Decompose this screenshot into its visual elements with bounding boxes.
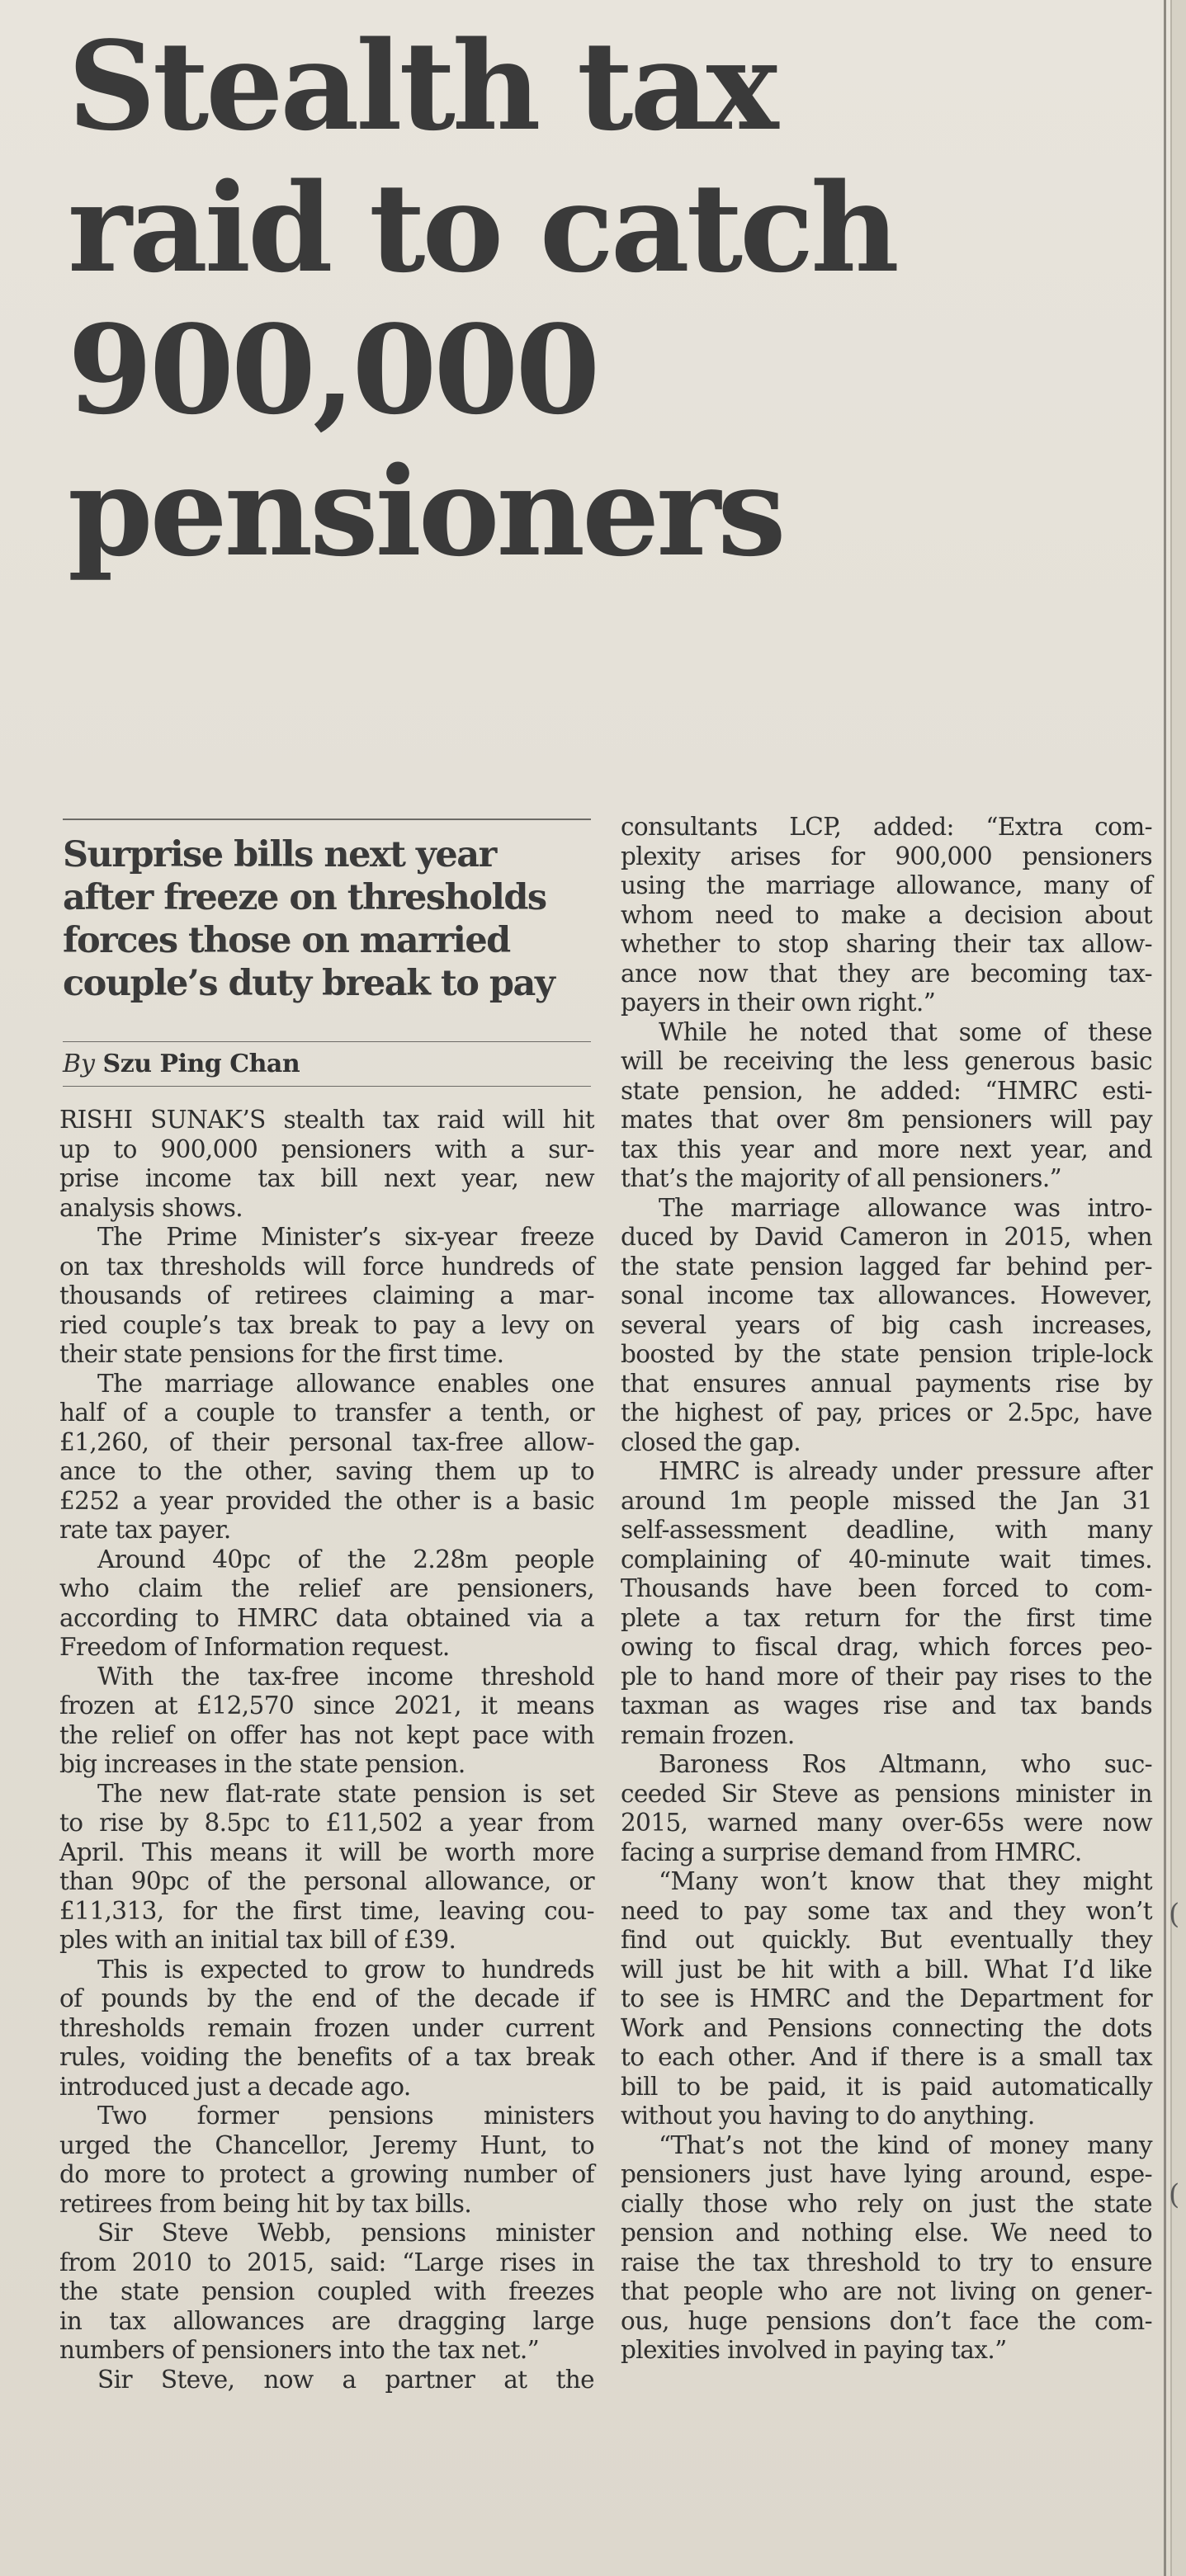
body-text-line: rules, voiding the benefits of a tax break [59, 2043, 594, 2071]
body-text-line: Around 40pc of the 2.28m people [97, 1545, 594, 1573]
body-text-line: ple to hand more of their pay rises to the [621, 1662, 1152, 1691]
body-text-line: sonal income tax allowances. However, [621, 1281, 1152, 1309]
body-text-line: will just be hit with a bill. What I’d like [621, 1955, 1152, 1984]
body-text-line: prise income tax bill next year, new [59, 1164, 594, 1192]
body-text-line: “That’s not the kind of money many [659, 2130, 1152, 2159]
adjacent-column-fragment: ( [1169, 2178, 1180, 2211]
body-column-2 [621, 813, 1152, 2366]
body-column-1 [59, 1106, 594, 2394]
body-text-line: cially those who rely on just the state [621, 2189, 1152, 2218]
body-text-line: ance now that they are becoming tax- [621, 959, 1152, 988]
body-text-line: Thousands have been forced to com- [621, 1574, 1152, 1602]
body-text-line: do more to protect a growing number of [59, 2160, 594, 2188]
body-text-line: the state pension lagged far behind per- [621, 1252, 1152, 1281]
body-text-line: the state pension coupled with freezes [59, 2277, 594, 2305]
body-text-line: need to pay some tax and they won’t [621, 1896, 1152, 1925]
byline [63, 1048, 591, 1081]
body-text-line: boosted by the state pension triple-lock [621, 1340, 1152, 1368]
body-text-line: rate tax payer. [59, 1516, 231, 1544]
body-text-line: Sir Steve, now a partner at the [97, 2365, 594, 2394]
body-text-line: mates that over 8m pensioners will pay [621, 1106, 1152, 1134]
body-text-line: consultants LCP, added: “Extra com- [621, 813, 1152, 841]
body-text-line: Work and Pensions connecting the dots [621, 2013, 1152, 2042]
body-text-line: plete a tax return for the first time [621, 1603, 1152, 1632]
body-text-line: on tax thresholds will force hundreds of [59, 1252, 594, 1281]
body-text-line: payers in their own right.” [621, 988, 936, 1017]
body-text-line: find out quickly. But eventually they [621, 1926, 1152, 1954]
body-text-line: The marriage allowance enables one [97, 1369, 594, 1398]
standfirst-top-rule [63, 819, 591, 820]
byline-top-rule [63, 1041, 591, 1042]
body-text-line: will be receiving the less generous basic [621, 1047, 1152, 1075]
column-divider [1164, 0, 1166, 2576]
headline-line: raid to catch [68, 156, 896, 300]
body-text-line: owing to fiscal drag, which forces peo- [621, 1633, 1152, 1661]
body-text-line: that ensures annual payments rise by [621, 1369, 1152, 1398]
body-text-line: the highest of pay, prices or 2.5pc, have [621, 1399, 1152, 1427]
body-text-line: Sir Steve Webb, pensions minister [97, 2219, 594, 2247]
body-text-line: whether to stop sharing their tax allow- [621, 930, 1152, 958]
body-text-line: several years of big cash increases, [621, 1310, 1152, 1339]
body-text-line: ance to the other, saving them up to [59, 1457, 594, 1485]
body-text-line: frozen at £12,570 since 2021, it means [59, 1691, 594, 1720]
body-text-line: plexities involved in paying tax.” [621, 2336, 1007, 2364]
body-text-line: thresholds remain frozen under current [59, 2013, 594, 2042]
body-text-line: retirees from being hit by tax bills. [59, 2189, 472, 2218]
body-text-line: than 90pc of the personal allowance, or [59, 1867, 594, 1895]
body-text-line: bill to be paid, it is paid automatically [621, 2072, 1152, 2101]
body-text-line: who claim the relief are pensioners, [59, 1574, 594, 1602]
body-text-line: analysis shows. [59, 1193, 243, 1222]
body-text-line: While he noted that some of these [659, 1017, 1152, 1046]
body-text-line: self-assessment deadline, with many [621, 1516, 1152, 1544]
headline-line: 900,000 [68, 298, 598, 441]
body-text-line: remain frozen. [621, 1720, 795, 1749]
body-text-line: 2015, warned many over-65s were now [621, 1809, 1152, 1837]
body-text-line: to rise by 8.5pc to £11,502 a year from [59, 1809, 594, 1837]
body-text-line: £1,260, of their personal tax-free allow- [59, 1427, 594, 1456]
body-text-line: facing a surprise demand from HMRC. [621, 1838, 1082, 1866]
body-text-line: plexity arises for 900,000 pensioners [621, 842, 1152, 870]
body-text-line: thousands of retirees claiming a mar- [59, 1281, 594, 1309]
byline-prefix: By [63, 1050, 95, 1078]
headline-line: pensioners [68, 440, 783, 583]
body-text-line: Freedom of Information request. [59, 1633, 450, 1661]
body-text-line: to each other. And if there is a small tax [621, 2043, 1152, 2071]
body-text-line: Two former pensions ministers [97, 2102, 594, 2130]
body-text-line: pension and nothing else. We need to [621, 2219, 1152, 2247]
body-text-line: The Prime Minister’s six-year freeze [97, 1223, 594, 1251]
body-text-line: With the tax-free income threshold [97, 1662, 594, 1691]
body-text-line: taxman as wages rise and tax bands [621, 1691, 1152, 1720]
body-text-line: to see is HMRC and the Department for [621, 1984, 1152, 2012]
body-text-line: in tax allowances are dragging large [59, 2306, 594, 2335]
body-text-line: introduced just a decade ago. [59, 2072, 411, 2101]
adjacent-column-fragment: ( [1169, 1898, 1180, 1931]
body-text-line: This is expected to grow to hundreds [97, 1955, 594, 1984]
body-text-line: The marriage allowance was intro- [659, 1193, 1152, 1222]
body-text-line: RISHI SUNAK’S stealth tax raid will hit [59, 1106, 594, 1134]
body-text-line: half of a couple to transfer a tenth, or [59, 1399, 594, 1427]
body-text-line: closed the gap. [621, 1427, 801, 1456]
body-text-line: ous, huge pensions don’t face the com- [621, 2306, 1152, 2335]
standfirst-line: forces those on married [63, 920, 510, 961]
headline [68, 15, 1149, 583]
body-text-line: tax this year and more next year, and [621, 1135, 1152, 1163]
body-text-line: £252 a year provided the other is a basic [59, 1486, 594, 1515]
body-text-line: raise the tax threshold to try to ensure [621, 2248, 1152, 2276]
body-text-line: using the marriage allowance, many of [621, 871, 1152, 899]
author-name: Szu Ping Chan [102, 1050, 300, 1078]
standfirst-line: Surprise bills next year [63, 834, 496, 875]
body-text-line: according to HMRC data obtained via a [59, 1603, 594, 1632]
body-text-line: from 2010 to 2015, said: “Large rises in [59, 2248, 594, 2276]
byline-bottom-rule [63, 1086, 591, 1087]
body-text-line: the relief on offer has not kept pace with [59, 1720, 594, 1749]
body-text-line: duced by David Cameron in 2015, when [621, 1223, 1152, 1251]
standfirst-line: couple’s duty break to pay [63, 963, 555, 1004]
body-text-line: £11,313, for the first time, leaving cou- [59, 1896, 594, 1925]
body-text-line: Baroness Ros Altmann, who suc- [659, 1750, 1152, 1778]
body-text-line: HMRC is already under pressure after [659, 1457, 1152, 1485]
body-text-line: that people who are not living on gener- [621, 2277, 1152, 2305]
body-text-line: “Many won’t know that they might [659, 1867, 1152, 1895]
body-text-line: pensioners just have lying around, espe- [621, 2160, 1152, 2188]
body-text-line: numbers of pensioners into the tax net.” [59, 2336, 540, 2364]
body-text-line: The new flat-rate state pension is set [97, 1779, 594, 1808]
body-text-line: state pension, he added: “HMRC esti- [621, 1076, 1152, 1105]
body-text-line: ried couple’s tax break to pay a levy on [59, 1310, 594, 1339]
body-text-line: April. This means it will be worth more [59, 1838, 594, 1866]
body-text-line: that’s the majority of all pensioners.” [621, 1164, 1062, 1192]
standfirst-line: after freeze on thresholds [63, 877, 546, 918]
standfirst [63, 833, 591, 1005]
headline-line: Stealth tax [68, 14, 776, 158]
body-text-line: complaining of 40-minute wait times. [621, 1545, 1152, 1573]
body-text-line: up to 900,000 pensioners with a sur- [59, 1135, 594, 1163]
body-text-line: their state pensions for the first time. [59, 1340, 504, 1368]
body-text-line: big increases in the state pension. [59, 1750, 465, 1778]
body-text-line: whom need to make a decision about [621, 900, 1152, 929]
body-text-line: ples with an initial tax bill of £39. [59, 1926, 456, 1954]
body-text-line: around 1m people missed the Jan 31 [621, 1486, 1152, 1515]
body-text-line: of pounds by the end of the decade if [59, 1984, 594, 2012]
body-text-line: without you having to do anything. [621, 2102, 1035, 2130]
body-text-line: urged the Chancellor, Jeremy Hunt, to [59, 2130, 594, 2159]
body-text-line: ceeded Sir Steve as pensions minister in [621, 1779, 1152, 1808]
